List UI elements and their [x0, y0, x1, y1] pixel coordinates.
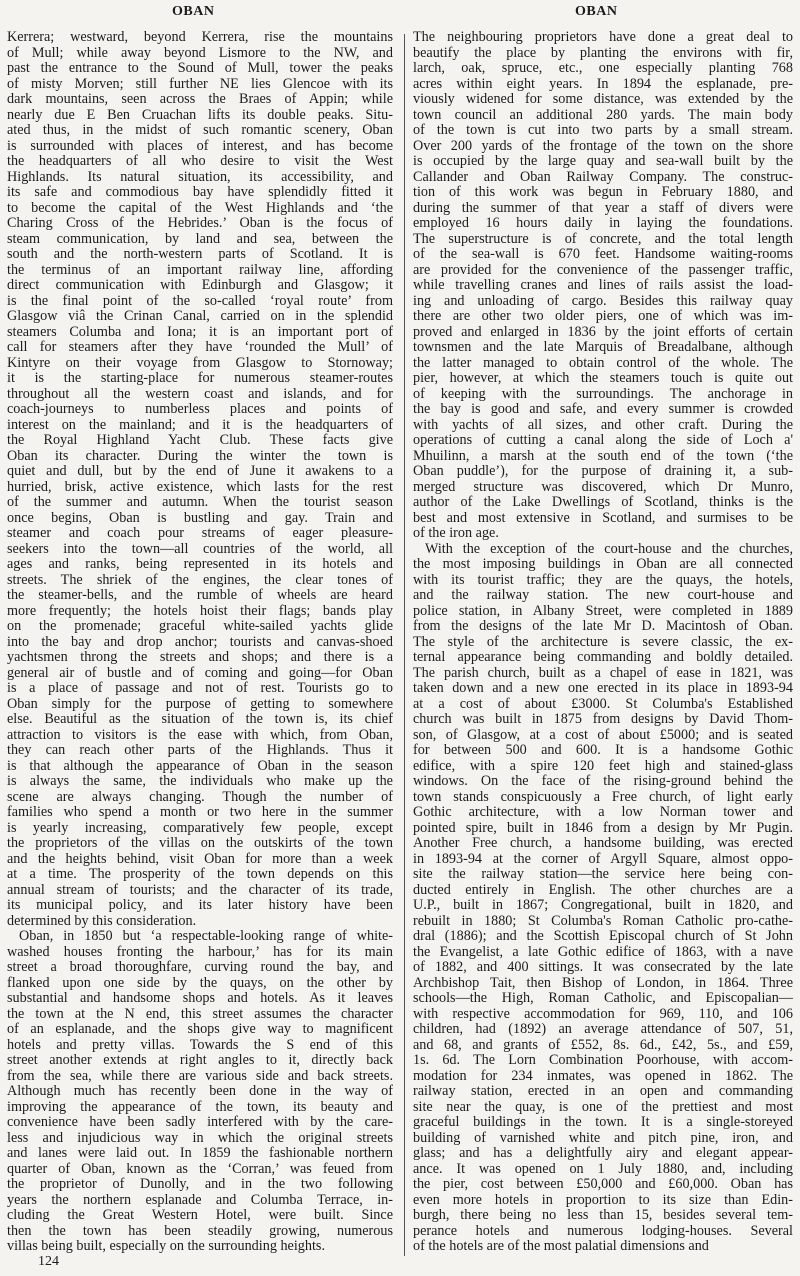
text-line: Gothic architecture, with a low Norman tower and [413, 804, 793, 820]
text-line: dark mountains, seen across the Braes of Appin; while [7, 91, 393, 107]
text-line: schools—the High, Roman Catholic, and Episcopalian— [413, 990, 793, 1006]
text-line: steamer and coach pour streams of eager pleasure- [7, 525, 393, 541]
text-line: once begins, Oban is bustling and gay. Train and [7, 509, 393, 526]
text-line: modation for 234 inmates, was opened in 1862. The [413, 1067, 793, 1084]
text-line: at a cost of about £3000. St Columba's Established [413, 695, 793, 712]
text-line: is a place of passage and not of rest. Tourists go to [7, 680, 393, 696]
text-line: Archbishop Tait, then Bishop of London, in 1864. Three [413, 974, 793, 991]
text-line: the most imposing buildings in Oban are all connected [413, 556, 793, 572]
text-line: ternal appearance being commanding and boldly detailed. [413, 649, 793, 665]
text-line: determined by this consideration. [7, 912, 197, 929]
text-line: author of the Lake Dwellings of Scotland, thinks is the [413, 494, 793, 510]
text-line: viously widened for some distance, was extended by the [413, 91, 793, 107]
text-line: in 1893-94 at the corner of Argyll Square, almost oppo- [413, 850, 793, 867]
text-line: villas being built, especially on the surrounding heights. [7, 1238, 325, 1254]
text-line: townsmen and the late Marquis of Breadalbane, although [413, 339, 793, 355]
text-line: even more hotels in proportion to its size than Edin- [413, 1191, 793, 1208]
text-line: nearly due E Ben Cruachan lifts its double peaks. Situ- [7, 106, 393, 123]
text-line: son, of Glasgow, at a cost of about £5000; and is seated [413, 726, 793, 743]
text-line: its municipal policy, and its later history have been [7, 897, 393, 913]
page-number: 124 [38, 1254, 59, 1269]
text-line: interest on the mainland; and it is the headquarters of [7, 416, 393, 433]
text-line: convenience have been sadly interfered with by the care- [7, 1114, 393, 1130]
text-line: direct communication with Edinburgh and Glasgow; it [7, 277, 393, 293]
text-line: while travelling cranes and lines of rails assist the load- [413, 277, 793, 293]
text-line: railway station, erected in an open and commanding [413, 1083, 793, 1099]
text-line: streets. The shriek of the engines, the clear tones of [7, 571, 393, 588]
text-line: years the northern esplanade and Columba Terrace, in- [7, 1191, 393, 1208]
text-line: ages and ranks, being represented in its hotels and [7, 556, 393, 572]
text-line: throughout all the western coast and islands, and for [7, 385, 393, 402]
text-line: ducted entirely in English. The other churches are a [413, 881, 793, 898]
text-line: they can reach other parts of the Highlands. Thus it [7, 742, 393, 758]
text-line: of Mull; while away beyond Lismore to the NW, and [7, 44, 393, 61]
text-line: is that although the appearance of Oban in the season [7, 757, 393, 774]
text-line: the Evangelist, a late Gothic edifice of 1863, with a nave [413, 943, 793, 960]
text-line: hurried, brisk, active existence, which lasts for the rest [7, 478, 393, 495]
text-line: else. Beautiful as the situation of the town is, its chief [7, 711, 393, 727]
text-line: improving the appearance of the town, its beauty and [7, 1098, 393, 1115]
text-line: from the designs of the late Mr D. Macintosh of Oban. [413, 618, 793, 634]
text-line: south and the north-western parts of Scotland. It is [7, 246, 393, 262]
text-line: Kintyre on their voyage from Glasgow to Stornoway; [7, 354, 393, 371]
text-line: graceful buildings in the town. It is a single-storeyed [413, 1114, 793, 1130]
text-line: ated thus, in the midst of such romantic scenery, Oban [7, 122, 393, 138]
text-line: With the exception of the court-house and the churches, [425, 540, 793, 557]
right-text-column [413, 30, 793, 1255]
text-line: site the railway station—the service here being con- [413, 866, 793, 882]
text-line: its safe and commodious bay have splendidly fitted it [7, 184, 393, 200]
text-line: past the entrance to the Sound of Mull, tower the peaks [7, 60, 393, 76]
text-line: operations of cutting a canal along the side of Loch a' [413, 432, 793, 448]
text-line: perance hotels and numerous lodging-houses. Several [413, 1222, 793, 1239]
text-line: attraction to visitors is the ease with which, from Oban, [7, 726, 393, 743]
text-line: on the promenade; graceful white-sailed yachts glide [7, 618, 393, 634]
text-line: flanked upon one side by the quays, on the other by [7, 974, 393, 991]
text-line: of 1882, and 400 sittings. It was consecrated by the late [413, 959, 793, 975]
text-line: of the summer and autumn. When the tourist season [7, 494, 393, 510]
text-line: scene are always changing. Though the number of [7, 788, 393, 805]
text-line: police station, in Albany Street, were completed in 1889 [413, 602, 793, 619]
text-line: acres within eight years. In 1894 the esplanade, pre- [413, 75, 793, 92]
text-line: Kerrera; westward, beyond Kerrera, rise the mountains [7, 29, 393, 45]
text-line: Mhuilinn, a marsh at the south end of the town (‘the [413, 447, 793, 464]
text-line: for between 500 and 600. It is a handsome Gothic [413, 742, 793, 758]
text-line: site near the quay, is one of the prettiest and most [413, 1098, 793, 1115]
text-line: yachtsmen throng the streets and shops; and there is a [7, 649, 393, 665]
text-line: the pier, cost between £50,000 and £60,000. Oban has [413, 1176, 793, 1192]
text-line: The style of the architecture is severe classic, the ex- [413, 633, 793, 650]
text-line: during the summer of that year a staff of divers were [413, 199, 793, 216]
text-line: families who spend a month or two here in the summer [7, 804, 393, 820]
text-line: call for steamers after they have ‘rounded the Mull’ of [7, 339, 393, 355]
text-line: of keeping with the surroundings. The anchorage in [413, 385, 793, 402]
text-line: is yearly increasing, comparatively few people, except [7, 819, 393, 836]
text-line: building of varnished white and pitch pine, iron, and [413, 1129, 793, 1146]
text-line: hotels and pretty villas. Towards the S end of this [7, 1036, 393, 1053]
text-line: The neighbouring proprietors have done a great deal to [413, 29, 793, 45]
text-line: it is the starting-place for numerous steamer-routes [7, 370, 393, 386]
text-line: Oban puddle’), for the purpose of draining it, a sub- [413, 463, 793, 479]
text-line: the headquarters of all who desire to visit the West [7, 153, 393, 169]
text-line: town council an additional 280 yards. The main body [413, 106, 793, 123]
text-line: into the bay and drop anchor; tourists and canvas-shoed [7, 633, 393, 650]
text-line: Over 200 yards of the frontage of the town on the shore [413, 137, 793, 154]
text-line: the steamer-bells, and the rumble of wheels are heard [7, 587, 393, 603]
running-header-left: OBAN [172, 4, 215, 19]
text-line: of the iron age. [413, 525, 499, 541]
text-line: of misty Morven; still further NE lies Glencoe with its [7, 75, 393, 92]
text-line: pier, however, at which the steamers touch is quite out [413, 370, 793, 386]
text-line: street another extends at right angles to it, directly back [7, 1052, 393, 1068]
text-line: with yachts of all sizes, and other craft. During the [413, 416, 793, 433]
text-line: with respective accommodation for 969, 110, and 106 [413, 1005, 793, 1022]
text-line: the terminus of an important railway line, affording [7, 261, 393, 278]
text-line: ance. It was opened on 1 July 1880, and, including [413, 1160, 793, 1177]
text-line: of the town is cut into two parts by a small stream. [413, 122, 793, 138]
text-line: washed houses fronting the harbour,’ has for its main [7, 943, 393, 960]
text-line: and the railway station. The new court-house and [413, 587, 793, 603]
text-line: Charing Cross of the Hebrides.’ Oban is the focus of [7, 215, 393, 231]
text-line: from the sea, while there are various side and back streets. [7, 1067, 393, 1084]
text-line: Oban, in 1850 but ‘a respectable-looking range of white- [19, 928, 393, 944]
text-line: more frequently; the hotels hoist their flags; bands play [7, 602, 393, 619]
running-header-right: OBAN [575, 4, 618, 19]
text-line: Another Free church, a handsome building, was erected [413, 835, 793, 851]
text-line: is occupied by the large quay and sea-wall built by the [413, 153, 793, 169]
text-line: there are other two older piers, one of which was im- [413, 308, 793, 324]
text-line: steamers Columba and Iona; it is an important port of [7, 323, 393, 340]
text-line: the bay is good and safe, and every summer is crowded [413, 401, 793, 417]
text-line: Glasgow viâ the Crinan Canal, carried on in the splendid [7, 308, 393, 324]
text-line: and lanes were laid out. In 1859 the fashionable northern [7, 1145, 393, 1161]
column-divider [404, 34, 405, 1256]
text-line: church was built in 1875 from designs by David Thom- [413, 711, 793, 727]
text-line: the proprietor of Dunolly, and in the two following [7, 1176, 393, 1192]
text-line: quarter of Oban, known as the ‘Corran,’ was feued from [7, 1160, 393, 1177]
text-line: best and most extensive in Scotland, and surmises to be [413, 509, 793, 526]
text-line: employed 16 hours daily in laying the foundations. [413, 215, 793, 231]
text-line: annual stream of tourists; and the character of its trade, [7, 881, 393, 898]
text-line: edifice, with a spire 120 feet high and stained-glass [413, 757, 793, 774]
text-line: general air of bustle and of coming and going—for Oban [7, 664, 393, 681]
text-line: proved and enlarged in 1836 by the joint efforts of certain [413, 323, 793, 340]
text-line: The parish church, built as a chapel of ease in 1821, was [413, 664, 793, 681]
text-line: substantial and handsome shops and hotels. As it leaves [7, 990, 393, 1006]
text-line: of an esplanade, and the shops give way to magnificent [7, 1021, 393, 1037]
text-line: glass; and has a delightfully airy and elegant appear- [413, 1145, 793, 1161]
text-line: at a time. The prosperity of the town depends on this [7, 866, 393, 882]
text-line: taken down and a new one erected in its place in 1893-94 [413, 680, 793, 696]
text-line: of the hotels are of the most palatial dimensions and [413, 1238, 709, 1254]
text-line: Although much has recently been done in the way of [7, 1083, 393, 1099]
text-line: dral (1886); and the Scottish Episcopal church of St John [413, 928, 793, 944]
text-line: of the sea-wall is 670 feet. Handsome waiting-rooms [413, 246, 793, 262]
text-line: the town at the N end, this street assumes the character [7, 1005, 393, 1022]
text-line: The superstructure is of concrete, and the total length [413, 230, 793, 247]
text-line: ing and unloading of cargo. Besides this railway quay [413, 292, 793, 309]
text-line: is always the same, the individuals who make up the [7, 773, 393, 789]
text-line: coach-journeys to numberless places and points of [7, 401, 393, 417]
text-line: burgh, there being no less than 15, besides several tem- [413, 1207, 793, 1223]
text-line: the Royal Highland Yacht Club. These facts give [7, 432, 393, 448]
text-line: seekers into the town—all countries of the world, all [7, 540, 393, 557]
text-line: beautify the place by planting the environs with fir, [413, 44, 793, 61]
text-line: is the final point of the so-called ‘royal route’ from [7, 292, 393, 309]
text-line: larch, oak, spruce, etc., one especially planting 768 [413, 60, 793, 76]
text-line: with its tourist traffic; they are the quays, the hotels, [413, 571, 793, 588]
left-text-column [7, 30, 393, 1255]
text-line: windows. On the face of the rising-ground behind the [413, 773, 793, 789]
text-line: rebuilt in 1880; St Columba's Roman Catholic pro-cathe- [413, 912, 793, 929]
text-line: to become the capital of the West Highlands and ‘the [7, 199, 393, 216]
text-line: Highlands. Its natural situation, its accessibility, and [7, 168, 393, 185]
text-line: then the town has been steadily growing, numerous [7, 1222, 393, 1239]
text-line: street a broad thoroughfare, curving round the bay, and [7, 959, 393, 975]
text-line: 1s. 6d. The Lorn Combination Poorhouse, with accom- [413, 1052, 793, 1068]
text-line: quiet and dull, but by the end of June it awakens to a [7, 463, 393, 479]
text-line: are provided for the convenience of the passenger traffic, [413, 261, 793, 278]
text-line: pointed spire, built in 1846 from a design by Mr Pugin. [413, 819, 793, 836]
text-line: and 68, and grants of £552, 8s. 6d., £42, 5s., and £59, [413, 1036, 793, 1053]
text-line: is surrounded with places of interest, and has become [7, 137, 393, 154]
text-line: merged structure was discovered, which Dr Munro, [413, 478, 793, 495]
text-line: Oban simply for the purpose of getting to somewhere [7, 695, 393, 712]
text-line: less and injudicious way in which the original streets [7, 1129, 393, 1146]
text-line: children, had (1892) an average attendance of 507, 51, [413, 1021, 793, 1037]
text-line: the proprietors of the villas on the outskirts of the town [7, 835, 393, 851]
text-line: and the heights behind, visit Oban for more than a week [7, 850, 393, 867]
text-line: tion of this work was begun in February 1880, and [413, 184, 793, 200]
text-line: cluding the Great Western Hotel, were built. Since [7, 1207, 393, 1223]
text-line: steam communication, by land and sea, between the [7, 230, 393, 247]
text-line: Callander and Oban Railway Company. The construc- [413, 168, 793, 185]
text-line: town stands conspicuously a Free church, of light early [413, 788, 793, 805]
text-line: Oban its character. During the winter the town is [7, 447, 393, 464]
text-line: U.P., built in 1867; Congregational, built in 1820, and [413, 897, 793, 913]
text-line: the latter managed to obtain control of the whole. The [413, 354, 793, 371]
